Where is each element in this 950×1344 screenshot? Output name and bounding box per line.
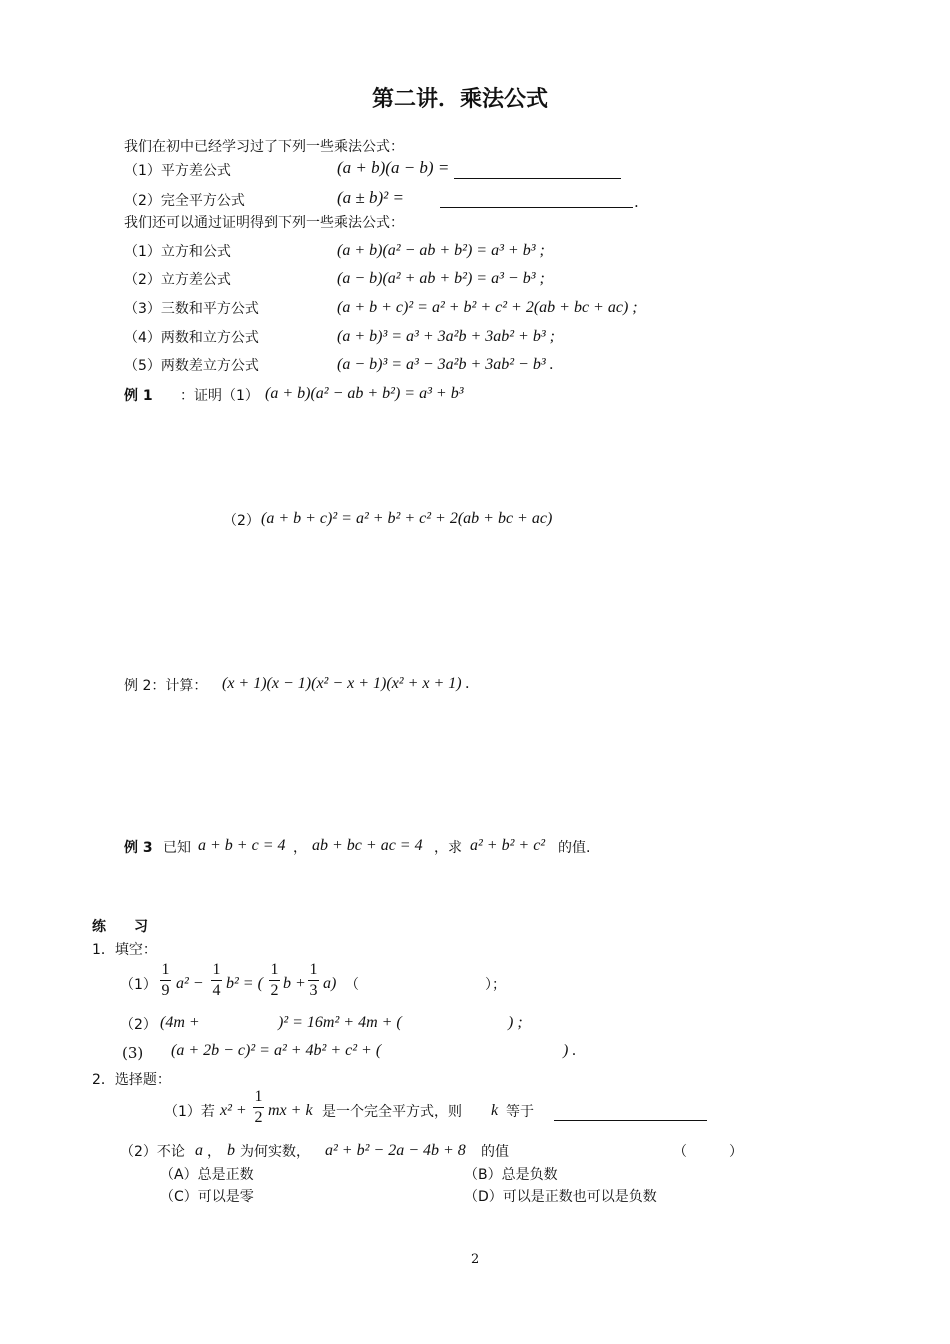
- answer-blank-1: [454, 178, 621, 179]
- formula-2: (a − b)(a² + ab + b²) = a³ − b³ ;: [337, 270, 545, 287]
- example1-formula-2: (a + b + c)² = a² + b² + c² + 2(ab + bc + ac): [261, 510, 553, 527]
- basic-label-2: （2）完全平方公式: [124, 193, 245, 209]
- q2-item2-t1: 为何实数，: [240, 1144, 310, 1160]
- basic-formula-2: (a ± b)² =: [337, 188, 404, 207]
- q1-item2-formula: (4m +: [160, 1014, 200, 1031]
- q2-item1-num: （1）若: [164, 1104, 215, 1120]
- q2-item1-f1: x² +: [220, 1102, 247, 1119]
- formula-label-2: （2）立方差公式: [124, 272, 231, 288]
- formula-5: (a − b)³ = a³ − 3a²b + 3ab² − b³ .: [337, 356, 554, 373]
- example3-f2: ab + bc + ac = 4: [312, 837, 423, 854]
- q2-item1-f2: mx + k: [268, 1102, 313, 1119]
- formula-label-3: （3）三数和平方公式: [124, 301, 259, 317]
- fraction: 1 3: [309, 961, 318, 999]
- q2-item2-t2: 的值: [481, 1144, 509, 1160]
- q1-item2-close: ) ;: [508, 1014, 523, 1031]
- q1-item2-formula-end: )² = 16m² + 4m + (: [278, 1014, 402, 1031]
- example1-part2-label: （2）: [223, 513, 260, 529]
- q1-item1-end: a): [323, 975, 337, 992]
- answer-blank-2: [440, 207, 633, 208]
- q1-item1-num: （1）: [120, 977, 157, 993]
- basic-label-1: （1）平方差公式: [124, 163, 231, 179]
- q1-item3-close: ) .: [563, 1042, 577, 1059]
- q2-item2-num: （2）不论: [120, 1144, 185, 1160]
- example2-label: 例 2：计算：: [124, 678, 208, 694]
- q2-item2-paren: （ ）: [673, 1144, 743, 1160]
- formula-label-4: （4）两数和立方公式: [124, 330, 259, 346]
- option-b: （B）总是负数: [464, 1167, 558, 1183]
- formula-label-1: （1）立方和公式: [124, 244, 231, 260]
- q1-item1-blank: （ ）；: [345, 977, 506, 993]
- q1-item3-formula: (a + 2b − c)² = a² + 4b² + c² + (: [171, 1042, 382, 1059]
- formula-1: (a + b)(a² − ab + b²) = a³ + b³ ;: [337, 242, 545, 259]
- q1-item3-num: (3): [122, 1044, 144, 1062]
- option-a: （A）总是正数: [160, 1167, 254, 1183]
- page-number: 2: [471, 1252, 480, 1267]
- q2-item1-t2: 等于: [506, 1104, 534, 1120]
- q2-item1-t1: 是一个完全平方式，则: [322, 1104, 462, 1120]
- example1-formula-1: (a + b)(a² − ab + b²) = a³ + b³: [265, 385, 464, 402]
- page-title: 第二讲．乘法公式: [372, 87, 549, 112]
- fraction: 1 4: [212, 961, 221, 999]
- formula-4: (a + b)³ = a³ + 3a²b + 3ab² + b³ ;: [337, 328, 555, 345]
- example3-t1: 已知: [163, 840, 191, 856]
- intro2-text: 我们还可以通过证明得到下列一些乘法公式：: [124, 215, 404, 231]
- example2-formula: (x + 1)(x − 1)(x² − x + 1)(x² + x + 1) .: [222, 675, 470, 692]
- basic-formula-1: (a + b)(a − b) =: [337, 158, 450, 177]
- example3-t2: ，求: [434, 840, 462, 856]
- example3-f1: a + b + c = 4: [198, 837, 286, 854]
- q1-item1-mid2: b² = (: [226, 975, 263, 992]
- example3-label: 例 3: [124, 840, 153, 856]
- q1-item1-mid1: a² −: [176, 975, 204, 992]
- fraction: 1 9: [161, 961, 170, 999]
- answer-blank-3: [554, 1120, 707, 1121]
- example1-label: 例 1: [124, 388, 153, 404]
- fraction: 1 2: [254, 1088, 263, 1126]
- basic-tail-2: .: [634, 193, 639, 211]
- option-d: （D）可以是正数也可以是负数: [464, 1189, 657, 1205]
- example3-sep: ，: [293, 840, 307, 856]
- practice-heading: 练 习: [92, 919, 148, 935]
- intro-text: 我们在初中已经学习过了下列一些乘法公式：: [124, 139, 404, 155]
- q1-item1-mid3: b +: [283, 975, 306, 992]
- example1-text: ：证明（1）: [180, 388, 259, 404]
- option-c: （C）可以是零: [160, 1189, 254, 1205]
- q2-item1-k: k: [491, 1102, 499, 1119]
- q2-label: 2．选择题：: [92, 1072, 171, 1088]
- formula-label-5: （5）两数差立方公式: [124, 358, 259, 374]
- formula-3: (a + b + c)² = a² + b² + c² + 2(ab + bc + ac) ;: [337, 299, 638, 316]
- fraction: 1 2: [270, 961, 279, 999]
- q2-item2-sep: ，: [207, 1144, 221, 1160]
- q2-item2-b: b: [227, 1142, 235, 1159]
- example3-f3: a² + b² + c²: [470, 837, 546, 854]
- q2-item2-f: a² + b² − 2a − 4b + 8: [325, 1142, 466, 1159]
- q1-item2-num: （2）: [120, 1017, 157, 1033]
- example3-t3: 的值.: [558, 840, 591, 856]
- q1-label: 1．填空：: [92, 942, 157, 958]
- q2-item2-a: a: [195, 1142, 203, 1159]
